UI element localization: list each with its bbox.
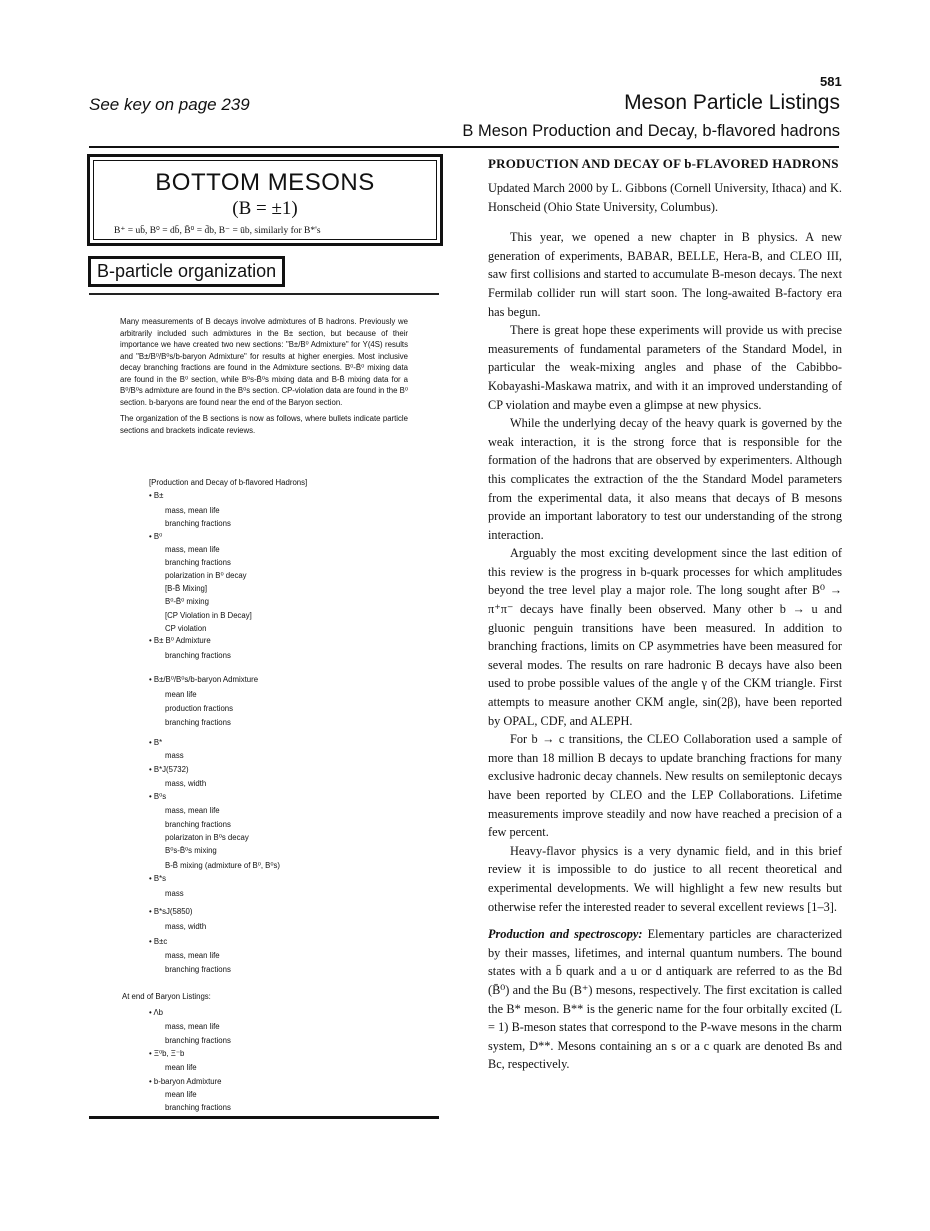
outline-particle-section: • B*J(5732) [149,765,189,774]
article-paragraph: While the underlying decay of the heavy quark is governed by the weak interaction, it is the strong force that is responsible for the formation of the hadrons that are observed by experimenters. Although this complicates the extraction of the the Standard Model parameters from the experimental data, it also means that decays of B mesons provide an important laboratory to test our understanding of the strong interaction. [488,416,842,542]
title-box-inner-border [93,160,437,240]
outline-particle-section: • B± B⁰ Admixture [149,636,211,645]
baryon-listings-heading: At end of Baryon Listings: [122,992,211,1001]
outline-subsection: branching fractions [165,651,231,660]
outline-subsection: branching fractions [165,718,231,727]
outline-subsection: mass, mean life [165,1022,220,1031]
outline-subsection: branching fractions [165,558,231,567]
outline-subsection: mass, mean life [165,806,220,815]
outline-particle-section: • B⁰ [149,532,163,541]
organization-intro [120,316,408,441]
article-paragraph: Arguably the most exciting development since the last edition of this review is the progress in b-quark processes for which amplitudes beyond the tree level play a major role. The long sought after B⁰ → π⁺π⁻ decays have finally been observed. Many other b → u and gluonic penguin transitions have been measured. In addition to branching fractions, limits on CP asymmetries have been measured for several modes. The results on rare hadronic B decays have also been used to probe possible values of the angle γ of the CKM triangle. First attempts to measure another CKM angle, sin(2β), have been reported by OPAL, CDF, and ALEPH. [488,546,842,728]
bottom-mesons-title-box [87,154,443,246]
article-paragraph: Heavy-flavor physics is a very dynamic field, and in this brief review it is impossible to do justice to all recent theoretical and experimental developments. We will highlight a few new results but otherwise refer the interested reader to several excellent reviews [1–3]. [488,843,842,914]
article-paragraph-production [488,925,842,1074]
outline-subsection: mass, width [165,922,207,931]
outline-particle-section: • B± [149,491,164,500]
outline-particle-section: • B*s [149,874,167,883]
title-box-quantum-number: (B = ±1) [232,198,298,219]
outline-subsection: mass, width [165,779,207,788]
title-box-heading: BOTTOM MESONS [155,169,375,196]
outline-subsection: polarizaton in B⁰s decay [165,833,249,842]
listing-subtitle: B Meson Production and Decay, b-flavored hadrons [462,122,840,140]
article-byline: Updated March 2000 by L. Gibbons (Cornell University, Ithaca) and K. Honscheid (Ohio State University, Columbus). [488,181,842,214]
outline-particle-section: • B±c [149,937,168,946]
production-text: Elementary particles are characterized by their masses, lifetimes, and internal quantum numbers. The bound states with a b̄ quark and a u or d antiquark are referred to as the Bd (B̄⁰) and the Bu (B⁺) mesons, respectively. The first excitation is called the B* meson. B** is the generic name for the four orbitally excited (L = 1) B-meson states that correspond to the P-wave mesons in the charm system, D**. Mesons containing an s or a c quark are denoted Bs and Bc, respectively. [488,927,842,1072]
see-key-note: See key on page 239 [89,95,250,114]
outline-subsection: mean life [165,690,197,699]
run-in-heading: Production and spectroscopy: [488,927,643,942]
outline-subsection: B-B̄ mixing (admixture of B⁰, B⁰s) [165,861,281,870]
outline-subsection: mean life [165,1063,197,1072]
outline-particle-section: • B±/B⁰/B⁰s/b-baryon Admixture [149,675,259,684]
outline-subsection: mass [165,751,184,760]
outline-subsection: mean life [165,1090,197,1099]
article-title: PRODUCTION AND DECAY OF b-FLAVORED HADRONS [488,156,839,171]
outline-subsection: branching fractions [165,1103,231,1112]
section-heading-box: B-particle organization [88,256,285,287]
header-rule [89,146,839,148]
outline-subsection: B⁰-B̄⁰ mixing [165,597,209,606]
intro-paragraph: The organization of the B sections is now as follows, where bullets indicate particle sections and brackets indicate reviews. [120,414,408,435]
page-number: 581 [820,74,842,89]
outline-subsection: CP violation [165,624,207,633]
outline-subsection: branching fractions [165,820,231,829]
outline-subsection: mass, mean life [165,506,220,515]
outline-particle-section: • Ξ⁰b, Ξ⁻b [149,1049,185,1058]
article-paragraph: This year, we opened a new chapter in B physics. A new generation of experiments, BABAR, BELLE, Hera-B, and CLEO III, saw first collisions and started to accumulate B-meson decays. The next Fermilab collider run will start soon. The long-awaited B-factory era has begun. [488,230,842,319]
outline-subsection: branching fractions [165,1036,231,1045]
toc-heading: [Production and Decay of b-flavored Hadrons] [149,478,308,487]
outline-subsection: B⁰s-B̄⁰s mixing [165,846,217,855]
outline-subsection: mass, mean life [165,951,220,960]
outline-particle-section: • B*sJ(5850) [149,907,193,916]
article-column [488,156,842,1074]
outline-particle-section: • Λb [149,1008,164,1017]
outline-subsection: [CP Violation in B Decay] [165,611,252,620]
section-rule [89,293,439,295]
outline-particle-section: • B* [149,738,163,747]
outline-subsection: production fractions [165,704,234,713]
outline-subsection: mass [165,889,184,898]
outline-subsection: [B-B̄ Mixing] [165,584,208,593]
outline-subsection: mass, mean life [165,545,220,554]
outline-subsection: polarization in B⁰ decay [165,571,247,580]
outline-particle-section: • b-baryon Admixture [149,1077,222,1086]
article-paragraph: There is great hope these experiments will provide us with precise measurements of fundamental parameters of the Standard Model, in particular the weak-mixing angles and phase of the Cabibbo-Kobayashi-Maskawa matrix, and with it an improved understanding of CP violation and maybe even a glimpse at new physics. [488,323,842,412]
listing-title: Meson Particle Listings [624,91,840,114]
outline-subsection: branching fractions [165,965,231,974]
outline-particle-section: • B⁰s [149,792,167,801]
article-paragraph: For b → c transitions, the CLEO Collaboration used a sample of more than 18 million B decays to update branching fractions for many exclusive hadronic decay channels. New results on semileptonic decays have been reported by CLEO and the LEP Collaborations. Lifetime measurements improve steadily and now have reached a precision of a few percent. [488,732,842,840]
column-bottom-rule [89,1116,439,1119]
intro-paragraph: Many measurements of B decays involve admixtures of B hadrons. Previously we arbitrarily included such admixtures in the B± section, but because of their importance we have created two new sections: "B±/B⁰ Admixture" for Υ(4S) results and "B±/B⁰/B⁰s/b-baryon Admixture" for results at higher energies. Most inclusive decay branching fractions are found in the Admixture sections. B⁰-B̄⁰ mixing data are found in the B⁰ section, while B⁰s-B̄⁰s mixing data and B-B̄ mixing data for a B⁰/B⁰s admixture are found in the B⁰s section. CP-violation data are found in the B⁰ section. b-baryons are found near the end of the Baryon section. [120,317,408,407]
outline-subsection: branching fractions [165,519,231,528]
title-box-quark-content: B⁺ = ub̄, B⁰ = db̄, B̄⁰ = d̄b, B⁻ = ūb, similarly for B*'s [114,226,321,236]
